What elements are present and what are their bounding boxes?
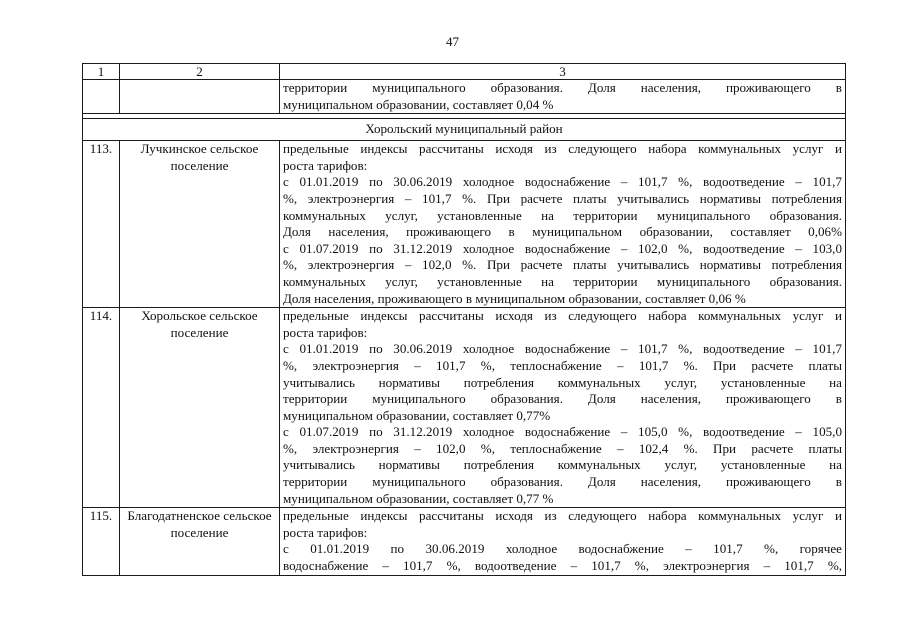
- table-header-row: [83, 64, 846, 80]
- text-line: коммунальных услуг, установленные на территории муниципального образования.: [283, 207, 842, 223]
- tariff-description: [280, 308, 846, 508]
- page-number: 47: [446, 34, 459, 49]
- text-line: территории муниципального образования. Доля населения, проживающего в: [283, 391, 842, 407]
- continuation-row: [83, 80, 846, 114]
- text-line: %, электроэнергия – 101,7 %, теплоснабжение – 101,7 %. При расчете платы: [283, 357, 842, 373]
- text-line: %, электроэнергия – 101,7 %. При расчете платы учитывались нормативы потребления: [283, 190, 842, 206]
- text-line: территории муниципального образования. Доля населения, проживающего в: [283, 474, 842, 490]
- text-line: учитывались нормативы потребления коммунальных услуг, установленные на: [283, 457, 842, 473]
- text-line: с 01.07.2019 по 31.12.2019 холодное водоснабжение – 105,0 %, водоотведение – 105,0: [283, 424, 842, 440]
- section-title: Хорольский муниципальный район: [83, 119, 846, 141]
- text-line: коммунальных услуг, установленные на территории муниципального образования.: [283, 273, 842, 289]
- text-line: %, электроэнергия – 102,0 %, теплоснабжение – 102,4 %. При расчете платы: [283, 440, 842, 456]
- row-number: 114.: [83, 308, 120, 508]
- text-line: %, электроэнергия – 102,0 %. При расчете платы учитывались нормативы потребления: [283, 257, 842, 273]
- text-line: территории муниципального образования. Доля населения, проживающего в: [283, 80, 842, 95]
- text-line: с 01.01.2019 по 30.06.2019 холодное водоснабжение – 101,7 %, горячее: [283, 541, 842, 557]
- row-number: 113.: [83, 141, 120, 308]
- settlement-name: Лучкинское сельское поселение: [120, 141, 280, 308]
- text-line: с 01.07.2019 по 31.12.2019 холодное водоснабжение – 102,0 %, водоотведение – 103,0: [283, 240, 842, 256]
- text-line: с 01.01.2019 по 30.06.2019 холодное водоснабжение – 101,7 %, водоотведение – 101,7: [283, 341, 842, 357]
- section-row: [83, 119, 846, 141]
- text-line: с 01.01.2019 по 30.06.2019 холодное водоснабжение – 101,7 %, водоотведение – 101,7: [283, 174, 842, 190]
- row-number: 115.: [83, 508, 120, 575]
- settlement-name: Благодатненское сельское поселение: [120, 508, 280, 575]
- text-line: роста тарифов:: [283, 324, 368, 340]
- text-line: Доля населения, проживающего в муниципальном образовании, составляет 0,06%: [283, 224, 842, 240]
- tariff-description: [280, 508, 846, 575]
- table-body: [83, 141, 846, 575]
- tariff-table: [82, 63, 846, 576]
- text-line: муниципальном образовании, составляет 0,77 %: [283, 490, 554, 506]
- text-line: предельные индексы рассчитаны исходя из следующего набора коммунальных услуг и: [283, 308, 842, 324]
- table-row: [83, 508, 846, 575]
- column-header-2: 2: [120, 64, 280, 80]
- continuation-text: [280, 80, 846, 114]
- settlement-name: Хорольское сельское поселение: [120, 308, 280, 508]
- text-line: водоснабжение – 101,7 %, водоотведение – 101,7 %, электроэнергия – 101,7 %,: [283, 558, 842, 574]
- column-header-3: 3: [280, 64, 846, 80]
- table-row: [83, 141, 846, 308]
- text-line: роста тарифов:: [283, 157, 368, 173]
- text-line: Доля населения, проживающего в муниципальном образовании, составляет 0,06 %: [283, 290, 746, 306]
- text-line: муниципальном образовании, составляет 0,77%: [283, 407, 551, 423]
- column-header-1: 1: [83, 64, 120, 80]
- text-line: муниципальном образовании, составляет 0,04 %: [283, 96, 554, 112]
- text-line: предельные индексы рассчитаны исходя из следующего набора коммунальных услуг и: [283, 141, 842, 157]
- text-line: роста тарифов:: [283, 524, 368, 540]
- text-line: учитывались нормативы потребления коммунальных услуг, установленные на: [283, 374, 842, 390]
- table-row: [83, 308, 846, 508]
- text-line: предельные индексы рассчитаны исходя из следующего набора коммунальных услуг и: [283, 508, 842, 524]
- tariff-description: [280, 141, 846, 308]
